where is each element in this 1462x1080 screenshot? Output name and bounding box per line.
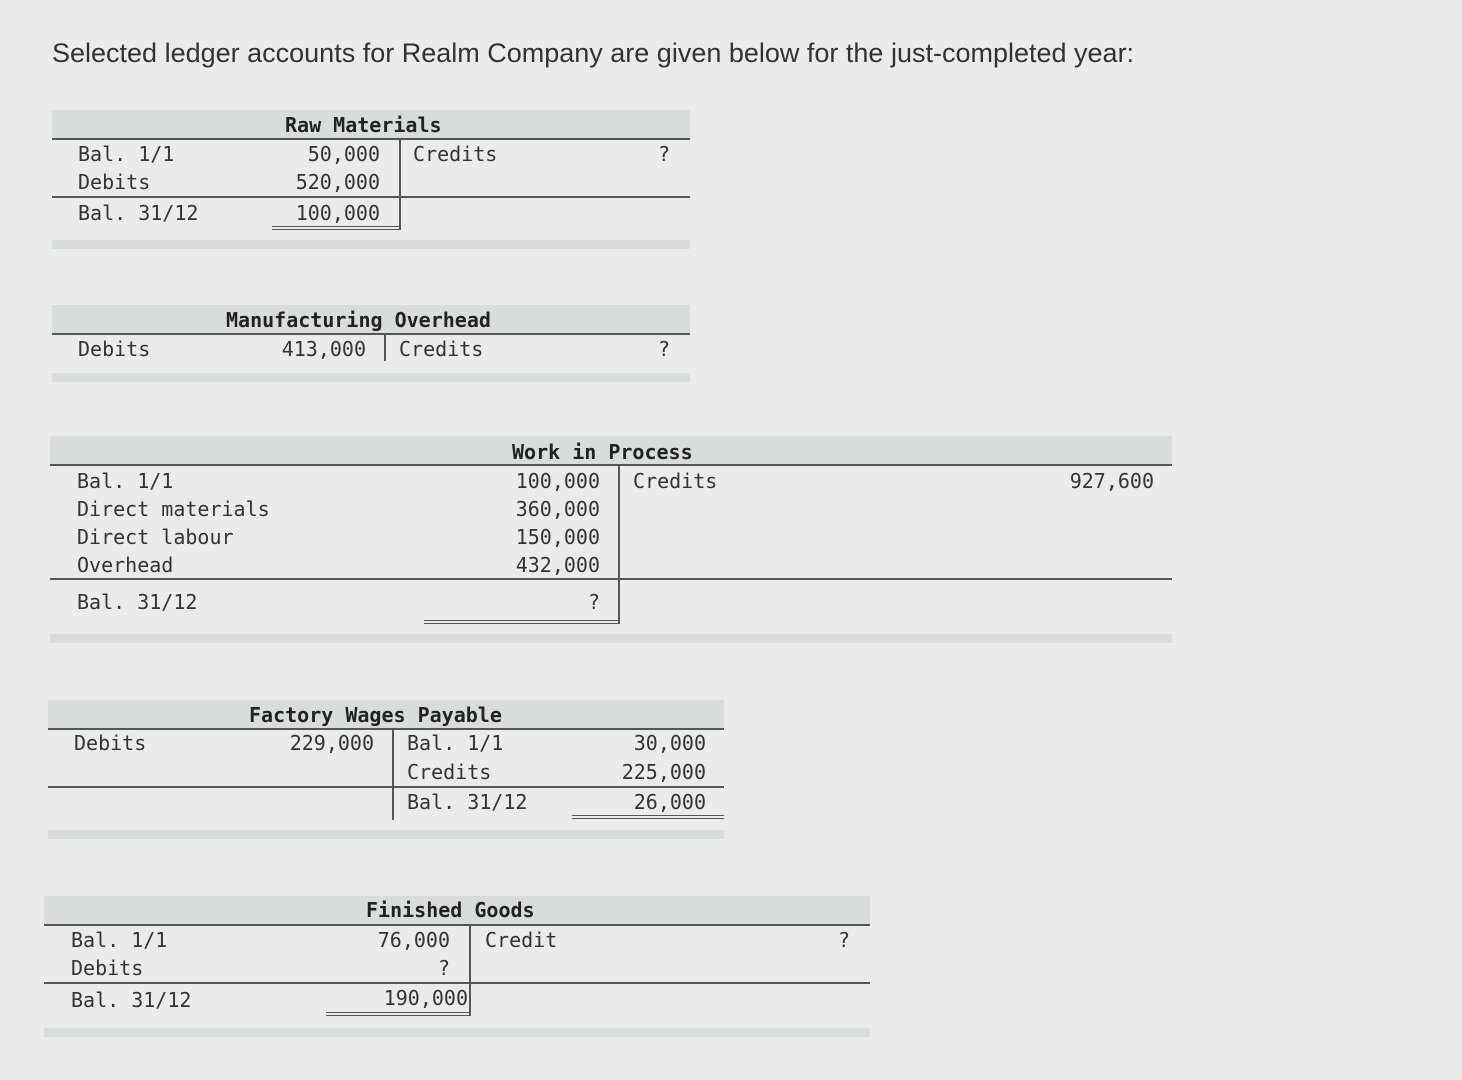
bottom-band [48, 830, 724, 839]
left-label: Bal. 1/1 [78, 142, 175, 166]
left-label: Overhead [77, 553, 174, 577]
left-amount: 432,000 [515, 553, 600, 577]
left-amount: 190,000 [383, 986, 468, 1010]
right-amount: 30,000 [633, 731, 706, 755]
left-amount: 520,000 [295, 170, 380, 194]
right-label: Bal. 1/1 [407, 731, 504, 755]
t-divider [399, 138, 401, 230]
total-rule [52, 196, 690, 198]
header-rule [52, 333, 690, 335]
right-label: Credits [399, 337, 484, 361]
right-amount: 26,000 [633, 790, 706, 814]
header-rule [48, 728, 724, 730]
double-underline [326, 1012, 469, 1016]
left-amount: 360,000 [515, 497, 600, 521]
left-label: Direct labour [77, 525, 234, 549]
left-amount: ? [587, 590, 600, 614]
right-amount: ? [837, 928, 850, 952]
account-title: Factory Wages Payable [249, 703, 502, 727]
right-amount: ? [657, 142, 670, 166]
left-amount: 50,000 [307, 142, 380, 166]
left-label: Bal. 31/12 [71, 988, 192, 1012]
left-label: Debits [71, 956, 144, 980]
left-amount: 413,000 [281, 337, 366, 361]
left-label: Bal. 1/1 [77, 469, 174, 493]
left-label: Bal. 1/1 [71, 928, 168, 952]
left-label: Bal. 31/12 [78, 201, 199, 225]
right-amount: 927,600 [1069, 469, 1154, 493]
right-amount: 225,000 [621, 760, 706, 784]
t-divider [618, 464, 620, 624]
header-rule [44, 924, 870, 926]
header-rule [52, 138, 690, 140]
left-label: Debits [78, 337, 151, 361]
total-rule [50, 578, 1172, 580]
left-label: Debits [78, 170, 151, 194]
right-label: Bal. 31/12 [407, 790, 528, 814]
bottom-band [52, 240, 690, 249]
left-amount: 76,000 [377, 928, 450, 952]
left-label: Bal. 31/12 [77, 590, 198, 614]
page-heading: Selected ledger accounts for Realm Company are given below for the just-completed year: [52, 38, 1135, 68]
account-title: Manufacturing Overhead [226, 308, 491, 332]
account-title: Finished Goods [366, 898, 535, 922]
t-divider [384, 333, 386, 361]
left-amount: 100,000 [515, 469, 600, 493]
bottom-band [52, 373, 690, 382]
right-label: Credit [485, 928, 558, 952]
bottom-band [50, 634, 1172, 643]
left-amount: ? [437, 956, 450, 980]
right-label: Credits [413, 142, 498, 166]
bottom-band [44, 1028, 870, 1037]
left-amount: 100,000 [295, 201, 380, 225]
left-amount: 229,000 [289, 731, 374, 755]
header-rule [50, 464, 1172, 466]
left-label: Debits [74, 731, 147, 755]
total-rule [44, 982, 870, 984]
double-underline [424, 620, 618, 624]
total-rule [48, 786, 724, 788]
right-label: Credits [407, 760, 492, 784]
t-divider [392, 728, 394, 820]
double-underline [272, 226, 399, 230]
account-title: Work in Process [512, 440, 693, 464]
left-amount: 150,000 [515, 525, 600, 549]
double-underline [572, 815, 724, 819]
right-amount: ? [657, 337, 670, 361]
account-title: Raw Materials [285, 113, 442, 137]
left-label: Direct materials [77, 497, 270, 521]
right-label: Credits [633, 469, 718, 493]
t-divider [469, 924, 471, 1016]
